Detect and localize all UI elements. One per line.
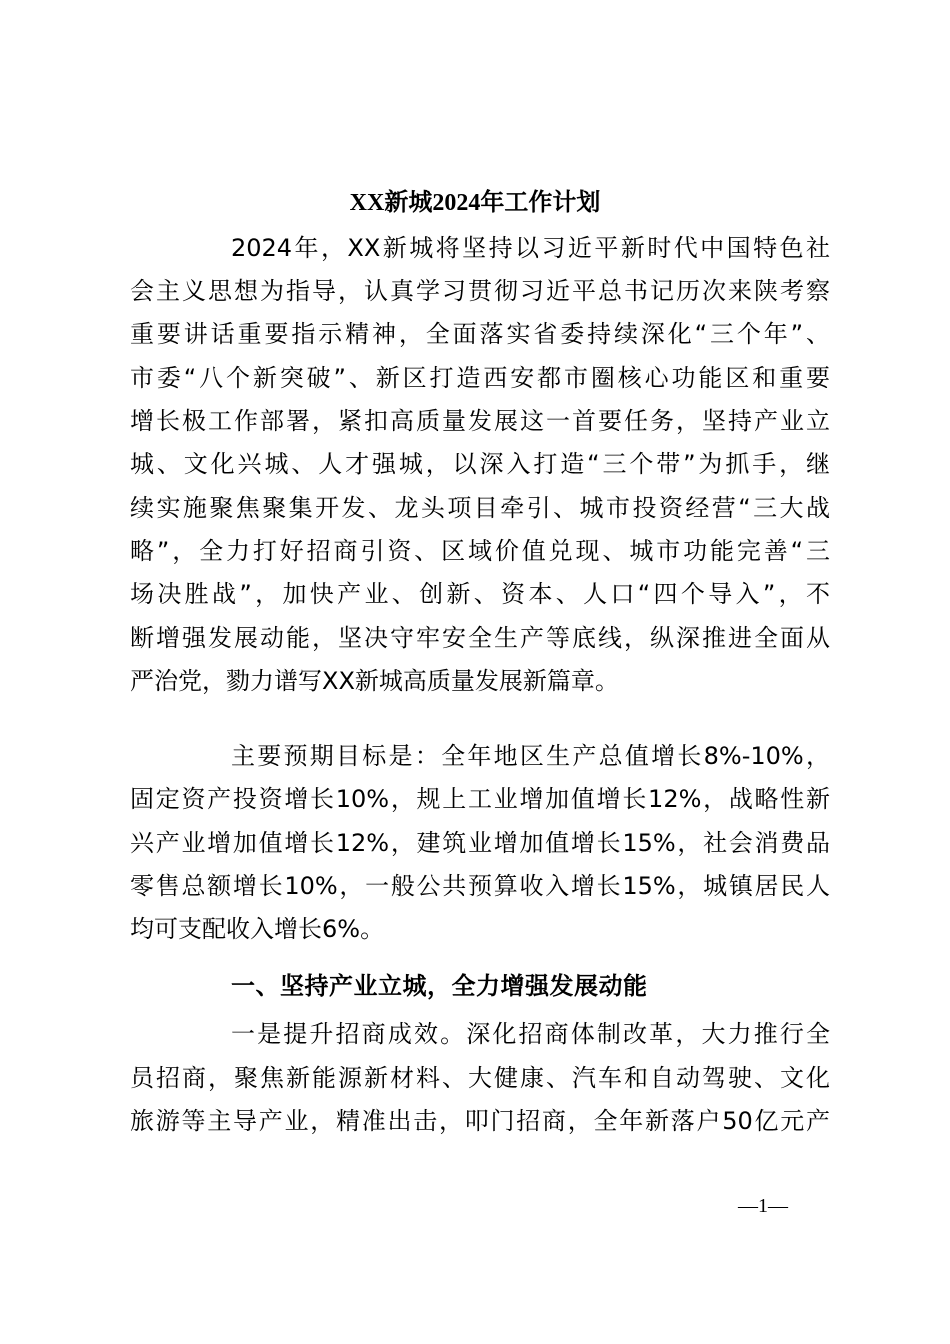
document-title: XX新城2024年工作计划 <box>349 190 601 216</box>
paragraph-line: 一是提升招商成效。深化招商体制改革，大力推行全 <box>231 1020 830 1048</box>
paragraph-line: 旅游等主导产业，精准出击，叩门招商，全年新落户50亿元产 <box>130 1107 830 1135</box>
paragraph-line: 2024年，XX新城将坚持以习近平新时代中国特色社 <box>231 234 830 262</box>
paragraph-line: 会主义思想为指导，认真学习贯彻习近平总书记历次来陕考察 <box>130 277 830 305</box>
paragraph-line: 主要预期目标是：全年地区生产总值增长8%-10%， <box>231 742 830 770</box>
paragraph-line: 零售总额增长10%，一般公共预算收入增长15%，城镇居民人 <box>130 872 830 900</box>
paragraph-line: 兴产业增加值增长12%，建筑业增加值增长15%，社会消费品 <box>130 829 830 857</box>
paragraph-line: 续实施聚焦聚集开发、龙头项目牵引、城市投资经营“三大战 <box>130 494 830 522</box>
page-number: —1— <box>738 1195 788 1217</box>
section-heading: 一、坚持产业立城，全力增强发展动能 <box>231 972 648 1000</box>
paragraph-line: 断增强发展动能，坚决守牢安全生产等底线，纵深推进全面从 <box>130 624 830 652</box>
paragraph-line: 固定资产投资增长10%，规上工业增加值增长12%，战略性新 <box>130 785 830 813</box>
paragraph-line: 员招商，聚焦新能源新材料、大健康、汽车和自动驾驶、文化 <box>130 1064 830 1092</box>
paragraph-line: 略”，全力打好招商引资、区域价值兑现、城市功能完善“三 <box>130 537 830 565</box>
paragraph-line: 重要讲话重要指示精神，全面落实省委持续深化“三个年”、 <box>130 320 830 348</box>
paragraph-line: 市委“八个新突破”、新区打造西安都市圈核心功能区和重要 <box>130 364 830 392</box>
paragraph-line: 城、文化兴城、人才强城，以深入打造“三个带”为抓手，继 <box>130 450 830 478</box>
paragraph-line: 均可支配收入增长6%。 <box>130 915 385 943</box>
paragraph-line: 严治党，勠力谱写XX新城高质量发展新篇章。 <box>130 667 619 695</box>
paragraph-line: 场决胜战”，加快产业、创新、资本、人口“四个导入”，不 <box>130 580 830 608</box>
paragraph-line: 增长极工作部署，紧扣高质量发展这一首要任务，坚持产业立 <box>130 407 830 435</box>
